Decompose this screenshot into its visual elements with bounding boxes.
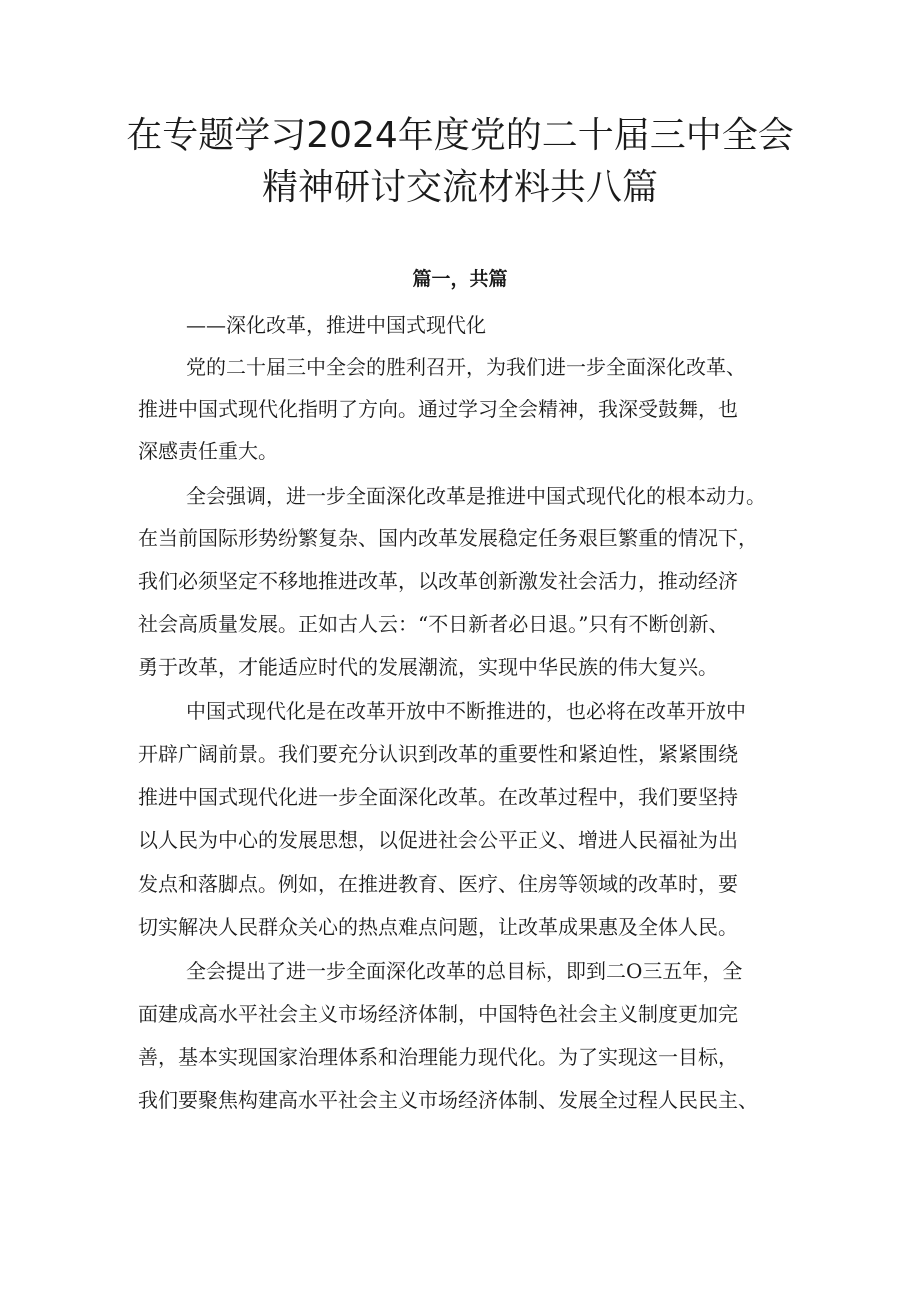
paragraph-line: 切实解决人民群众关心的热点难点问题，让改革成果惠及全体人民。 [138,915,738,939]
paragraph-line: 我们要聚焦构建高水平社会主义市场经济体制、发展全过程人民民主、 [138,1088,758,1112]
paragraph-line: 发点和落脚点。例如，在推进教育、医疗、住房等领域的改革时，要 [138,872,738,896]
paragraph-line: 开辟广阔前景。我们要充分认识到改革的重要性和紧迫性，紧紧围绕 [138,742,738,766]
paragraph-line: 推进中国式现代化指明了方向。通过学习全会精神，我深受鼓舞，也 [138,397,738,421]
paragraph-line: 善，基本实现国家治理体系和治理能力现代化。为了实现这一目标， [138,1045,738,1069]
paragraph-line: 以人民为中心的发展思想，以促进社会公平正义、增进人民福祉为出 [138,828,738,852]
paragraph-line: 全会提出了进一步全面深化改革的总目标，即到二O三五年，全 [186,959,743,983]
paragraph-line: 中国式现代化是在改革开放中不断推进的，也必将在改革开放中 [186,699,746,723]
document-title-line-1: 在专题学习2024年度党的二十届三中全会 [126,115,794,156]
paragraph-line: 全会强调，进一步全面深化改革是推进中国式现代化的根本动力。 [186,484,766,508]
paragraph-line: 勇于改革，才能适应时代的发展潮流，实现中华民族的伟大复兴。 [138,655,718,679]
paragraph-line: 在当前国际形势纷繁复杂、国内改革发展稳定任务艰巨繁重的情况下， [138,526,758,550]
subtitle-line: ——深化改革，推进中国式现代化 [186,313,486,337]
section-heading: 篇一，共篇 [412,268,508,290]
paragraph-line: 我们必须坚定不移地推进改革，以改革创新激发社会活力，推动经济 [138,569,738,593]
paragraph-line: 党的二十届三中全会的胜利召开，为我们进一步全面深化改革、 [186,355,746,379]
paragraph-line: 深感责任重大。 [138,439,278,463]
paragraph-line: 社会高质量发展。正如古人云：“不日新者必日退。”只有不断创新、 [138,612,729,636]
paragraph-line: 推进中国式现代化进一步全面深化改革。在改革过程中，我们要坚持 [138,785,738,809]
paragraph-line: 面建成高水平社会主义市场经济体制，中国特色社会主义制度更加完 [138,1002,738,1026]
document-title-line-2: 精神研讨交流材料共八篇 [261,167,658,208]
